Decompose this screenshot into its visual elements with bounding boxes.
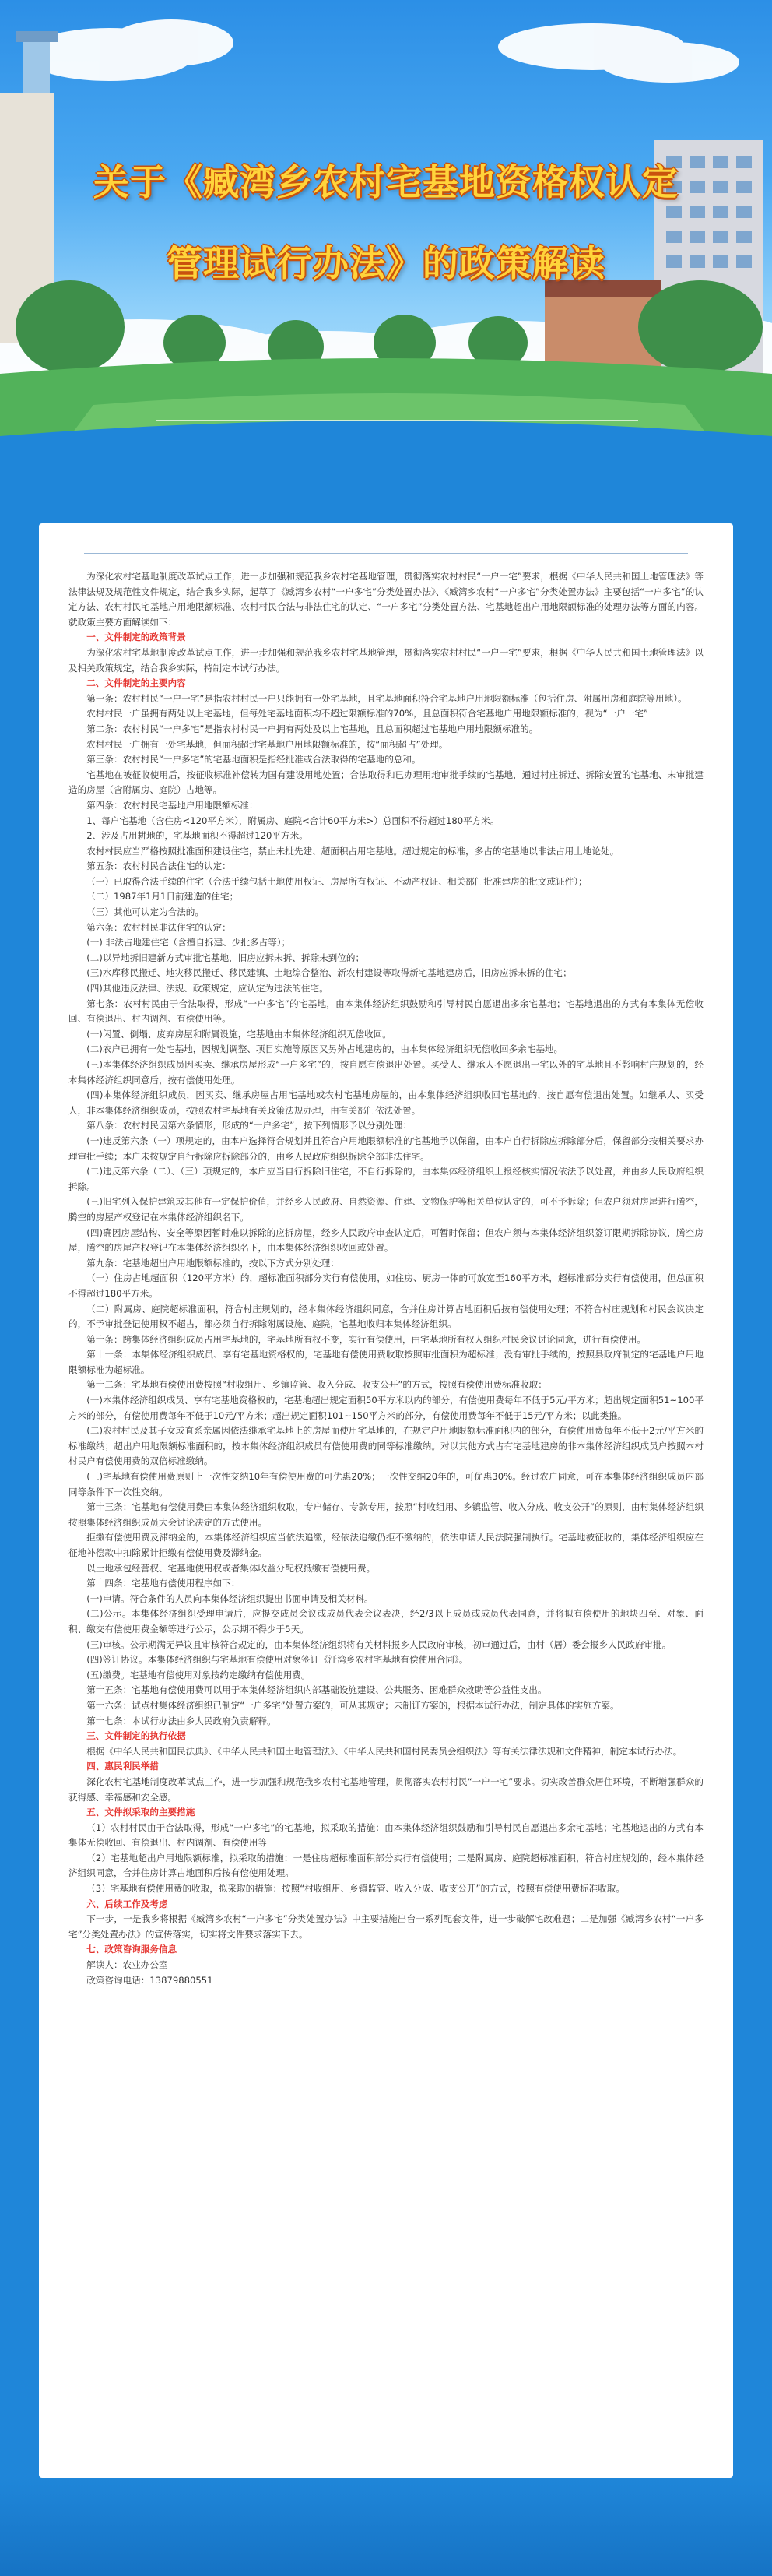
- paragraph: 第九条：宅基地超出户用地限额标准的，按以下方式分别处理：: [86, 1257, 339, 1269]
- paragraph: 农村村民一户虽拥有两处以上宅基地，但每处宅基地面积均不超过限额标准的70%，且总面积符合宅基地户用地限额标准的，视为“一户一宅”: [86, 708, 649, 720]
- paragraph: 第十六条：试点村集体经济组织已制定“一户多宅”处置方案的，可从其规定；未制订方案的，根据本试行办法，制定具体的实施方案。: [86, 1699, 619, 1711]
- paragraph: (四)本集体经济组织成员，因买卖、继承房屋占用宅基地或农村宅基地房屋的，由本集体经济组织收回宅基地的，按自愿有偿退出处置。如继承人、买受人，非本集体经济组织成员，按照农村宅基地有关政策法规办理，由有关部门依法处置。: [68, 1089, 704, 1116]
- paragraph: 第一条：农村村民“一户一宅”是指农村村民一户只能拥有一处宅基地，且宅基地面积符合宅基地户用地限额标准（包括住房、附属用房和庭院等用地）。: [86, 692, 687, 704]
- paragraph: 拒缴有偿使用费及滞纳金的，本集体经济组织应当依法追缴，经依法追缴仍拒不缴纳的，依法申请人民法院强制执行。宅基地被征收的，集体经济组织应在征地补偿款中扣除累计拒缴有偿使用费及滞纳金。: [68, 1532, 704, 1558]
- paragraph: (三)旧宅列入保护建筑或其他有一定保护价值，并经乡人民政府、自然资源、住建、文物保护等相关单位认定的，可不予拆除；但农户须对房屋进行腾空，腾空的房屋产权登记在本集体经济组织名下。: [68, 1196, 704, 1223]
- section-heading: 一、文件制定的政策背景: [86, 632, 186, 643]
- paragraph: （二）附属房、庭院超标准面积，符合村庄规划的，经本集体经济组织同意，合并住房计算占地面积后按有偿使用处理；不符合村庄规划和村民会议决定的，不予审批登记使用权不超占，都必须自行拆除附属设施、庭院，宅基地收归本集体经济组织。: [68, 1303, 704, 1330]
- paragraph: 2、涉及占用耕地的，宅基地面积不得超过120平方米。: [86, 830, 308, 842]
- paragraph: 第八条：农村村民因第六条情形，形成的“一户多宅”，按下列情形予以分别处理：: [86, 1120, 412, 1131]
- paragraph: 1、每户宅基地（含住房<120平方米），附属房、庭院<合计60平方米>）总面积不得超过180平方米。: [86, 815, 500, 826]
- paragraph: 根据《中华人民共和国民法典》、《中华人民共和国土地管理法》、《中华人民共和国村民委员会组织法》等有关法律法规和文件精神，制定本试行办法。: [86, 1745, 683, 1757]
- paragraph: 为深化农村宅基地制度改革试点工作，进一步加强和规范我乡农村宅基地管理，贯彻落实农村村民“一户一宅”要求，根据《中华人民共和国土地管理法》等法律法规及规范性文件规定，结合我乡实际，起草了《臧湾乡农村“一户多宅”分类处置办法》、《臧湾乡农村“一户多宅”分类处置办法》主要包括“一户多宅”的认定方法、农村村民宅基地户用地限额标准、农村村民合法与非法住宅的认定、“一户多宅”分类处置方法、宅基地超出户用地限额标准的处理办法等方面的内容。就政策主要方面解读如下：: [68, 571, 704, 628]
- paragraph: （1）农村村民由于合法取得，形成“一户多宅”的宅基地，拟采取的措施：由本集体经济组织鼓励和引导村民自愿退出多余宅基地；宅基地退出的方式有本集体无偿收回、有偿退出、村内调剂、有偿使用等: [68, 1821, 704, 1849]
- paragraph: （一）住房占地超面积（120平方米）的，超标准面积部分实行有偿使用，如住房、厨房一体的可放宽至160平方米，超标准部分实行有偿使用，但总面积不得超过180平方米。: [68, 1272, 704, 1299]
- paragraph: 第五条：农村村民合法住宅的认定：: [86, 860, 231, 872]
- paragraph: (二)违反第六条（二）、（三）项规定的，本户应当自行拆除旧住宅，不自行拆除的，由本集体经济组织上报经核实情况依法予以处置，并由乡人民政府组织拆除。: [68, 1166, 704, 1192]
- paragraph: 农村村民应当严格按照批准面积建设住宅，禁止未批先建、超面积占用宅基地。超过规定的标准，多占的宅基地以非法占用土地论处。: [86, 845, 619, 857]
- paragraph: 第十七条：本试行办法由乡人民政府负责解释。: [86, 1715, 276, 1726]
- policy-content-panel: [39, 523, 733, 2478]
- paragraph: (一)申请。符合条件的人员向本集体经济组织提出书面申请及相关材料。: [86, 1592, 374, 1604]
- page-title-line-1: 关于《臧湾乡农村宅基地资格权认定: [93, 161, 679, 203]
- paragraph: (三)审核。公示期满无异议且审核符合规定的，由本集体经济组织将有关材料报乡人民政府审核，初审通过后，由村（居）委会报乡人民政府审批。: [86, 1638, 672, 1650]
- section-heading: 七、政策咨询服务信息: [86, 1944, 177, 1955]
- page-title-line-2: 管理试行办法》的政策解读: [167, 242, 605, 284]
- paragraph: (三)本集体经济组织成员因买卖、继承房屋形成“一户多宅”的，按自愿有偿退出处置。买受人、继承人不愿退出一宅以外的宅基地且不影响村庄规划的，经本集体经济组织同意后，按有偿使用处理。: [68, 1059, 704, 1086]
- paragraph: 第三条：农村村民“一户多宅”的宅基地面积是指经批准或合法取得的宅基地的总和。: [86, 754, 421, 765]
- paragraph: (一)违反第六条（一）项规定的，由本户选择符合规划并且符合户用地限额标准的宅基地予以保留，由本户自行拆除应拆除部分后，保留部分按相关要求办理审批手续；本户未按规定自行拆除应拆除部分的，由乡人民政府组织拆除全部非法住宅。: [68, 1135, 704, 1162]
- paragraph: 第十一条：本集体经济组织成员、享有宅基地资格权的，宅基地有偿使用费收取按照审批面积为超标准；没有审批手续的，按照县政府制定的宅基地户用地限额标准为超标准。: [68, 1349, 704, 1375]
- paragraph: (二)农户已拥有一处宅基地，因规划调整、项目实施等原因又另外占地建房的，由本集体经济组织无偿收回多余宅基地。: [86, 1043, 563, 1055]
- section-heading: 五、文件拟采取的主要措施: [86, 1807, 195, 1818]
- paragraph: 第六条：农村村民非法住宅的认定：: [86, 921, 231, 933]
- paragraph: 宅基地在被征收使用后，按征收标准补偿转为国有建设用地处置；合法取得和已办理用地审批手续的宅基地，通过村庄拆迁、拆除安置的宅基地、未审批建造的房屋（含附属房、庭院）占地等。: [68, 769, 704, 796]
- section-heading: 四、惠民利民举措: [86, 1761, 159, 1772]
- policy-body-text: [68, 569, 704, 1988]
- paragraph: (一) 非法占地建住宅（含擅自拆建、少批多占等）；: [86, 937, 291, 948]
- section-heading: 二、文件制定的主要内容: [86, 677, 186, 689]
- paragraph: (三)水库移民搬迁、地灾移民搬迁、移民建镇、土地综合整治、新农村建设等取得新宅基地建房后，旧房应拆未拆的住宅；: [86, 967, 572, 979]
- paragraph: (四)确因房屋结构、安全等原因暂时难以拆除的应拆房屋，经乡人民政府审查认定后，可暂时保留；但农户须与本集体经济组织签订限期拆除协议，腾空房屋，腾空的房屋产权登记在本集体经济组织名下，由本集体经济组织收回或处置。: [68, 1226, 704, 1254]
- paragraph: 第十二条：宅基地有偿使用费按照“村收组用、乡镇监管、收入分成、收支公开”的方式，按照有偿使用费标准收取：: [86, 1379, 547, 1391]
- paragraph: （3）宅基地有偿使用费的收取，拟采取的措施：按照“村收组用、乡镇监管、收入分成、收支公开”的方式，按照有偿使用费标准收取。: [86, 1883, 626, 1895]
- paragraph: (一)本集体经济组织成员、享有宅基地资格权的，宅基地超出规定面积50平方米以内的部分，有偿使用费每年不低于5元/平方米；超出规定面积51~100平方米的部分，有偿使用费每年不低于10元/平方米；超出规定面积101~150平方米的部分，有偿使用费每年不低于15元/平方米；以此类推。: [68, 1395, 704, 1421]
- paragraph: （二）1987年1月1日前建造的住宅；: [86, 891, 239, 903]
- paragraph: 政策咨询电话：13879880551: [86, 1974, 213, 1986]
- section-heading: 六、后续工作及考虑: [86, 1898, 168, 1909]
- paragraph: (三)宅基地有偿使用费原则上一次性交纳10年有偿使用费的可优惠20%；一次性交纳20年的，可优惠30%。经过农户同意，可在本集体经济组织成员内部同等条件下一次性交纳。: [68, 1471, 704, 1497]
- paragraph: 第十条：跨集体经济组织成员占用宅基地的，宅基地所有权不变，实行有偿使用，由宅基地所有权人组织村民会议讨论同意，进行有偿使用。: [86, 1333, 647, 1345]
- paragraph: 第二条：农村村民“一户多宅”是指农村村民一户拥有两处及以上宅基地，且总面积超过宅基地户用地限额标准的。: [86, 723, 539, 734]
- paragraph: 第十三条：宅基地有偿使用费由本集体经济组织收取，专户储存、专款专用，按照“村收组用、乡镇监管、收入分成、收支公开”的原则，由村集体经济组织按照集体经济组织成员大会讨论决定的方式使用。: [68, 1501, 704, 1528]
- paragraph: 第十四条：宅基地有偿使用程序如下：: [86, 1578, 240, 1589]
- paragraph: (二)以异地拆旧建新方式审批宅基地，旧房应拆未拆、拆除未到位的；: [86, 952, 365, 963]
- paragraph: （三）其他可认定为合法的。: [86, 906, 204, 918]
- paragraph: 下一步，一是我乡将根据《臧湾乡农村“一户多宅”分类处置办法》中主要措施出台一系列配套文件，进一步破解宅改难题；二是加强《臧湾乡农村“一户多宅”分类处置办法》的宣传落实，切实将文件要求落实下去。: [68, 1913, 704, 1940]
- paragraph: （2）宅基地超出户用地限额标准，拟采取的措施：一是住房超标准面积部分实行有偿使用；二是附属房、庭院超标准面积，符合村庄规划的，经本集体经济组织同意，合并住房计算占地面积后按有偿使用处理。: [68, 1852, 704, 1879]
- paragraph: 以土地承包经营权、宅基地使用权或者集体收益分配权抵缴有偿使用费。: [86, 1562, 376, 1574]
- paragraph: 第七条：农村村民由于合法取得，形成“一户多宅”的宅基地，由本集体经济组织鼓励和引导村民自愿退出多余宅基地；宅基地退出的方式有本集体无偿收回、有偿退出、村内调剂、有偿使用等。: [68, 998, 704, 1025]
- divider-line: [84, 553, 688, 554]
- paragraph: 第十五条：宅基地有偿使用费可以用于本集体经济组织内部基础设施建设、公共服务、困难群众救助等公益性支出。: [86, 1684, 547, 1696]
- section-heading: 三、文件制定的执行依据: [86, 1730, 186, 1742]
- header-banner: [0, 0, 772, 498]
- paragraph: 农村村民一户拥有一处宅基地，但面积超过宅基地户用地限额标准的，按“面积超占”处理。: [86, 738, 448, 750]
- paragraph: (一)闲置、倒塌、废弃房屋和附属设施，宅基地由本集体经济组织无偿收回。: [86, 1028, 391, 1040]
- paragraph: (四)签订协议。本集体经济组织与宅基地有偿使用对象签订《汙湾乡农村宅基地有偿使用合同》。: [86, 1654, 468, 1666]
- paragraph: （一）已取得合法手续的住宅（合法手续包括土地使用权证、房屋所有权证、不动产权证、相关部门批准建房的批文或证件）；: [86, 875, 588, 887]
- paragraph: (二)农村村民及其子女或直系亲属因依法继承宅基地上的房屋而使用宅基地的，在规定户用地限额标准面积内的部分，有偿使用费每年不低于2元/平方米的标准缴纳；超出户用地限额标准面积的，按本集体经济组织成员有偿使用费的同等标准缴纳。对以其他方式占有宅基地建房的非本集体经济组织成员户按照本村村民户有偿使用费的双倍标准缴纳。: [68, 1425, 704, 1467]
- paragraph: 为深化农村宅基地制度改革试点工作，进一步加强和规范我乡农村宅基地管理，贯彻落实农村村民“一户一宅”要求，根据《中华人民共和国土地管理法》以及相关政策规定，结合我乡实际，特制定本试行办法。: [68, 646, 704, 674]
- paragraph: 深化农村宅基地制度改革试点工作，进一步加强和规范我乡农村宅基地管理，贯彻落实农村村民“一户一宅”要求。切实改善群众居住环境，不断增强群众的获得感、幸福感和安全感。: [68, 1775, 704, 1803]
- paragraph: (五)缴费。宅基地有偿使用对象按约定缴纳有偿使用费。: [86, 1669, 311, 1680]
- paragraph: (四)其他违反法律、法规、政策规定，应认定为违法的住宅。: [86, 983, 328, 994]
- footer-background: [0, 2478, 772, 2576]
- paragraph: (二)公示。本集体经济组织受理申请后，应提交成员会议或成员代表会议表决，经2/3以上成员或成员代表同意，并将拟有偿使用的地块四至、对象、面积、缴交有偿使用费金额等进行公示，公示期不得少于5天。: [68, 1608, 704, 1635]
- paragraph: 解读人：农业办公室: [86, 1959, 168, 1971]
- paragraph: 第四条：农村村民宅基地户用地限额标准：: [86, 799, 258, 811]
